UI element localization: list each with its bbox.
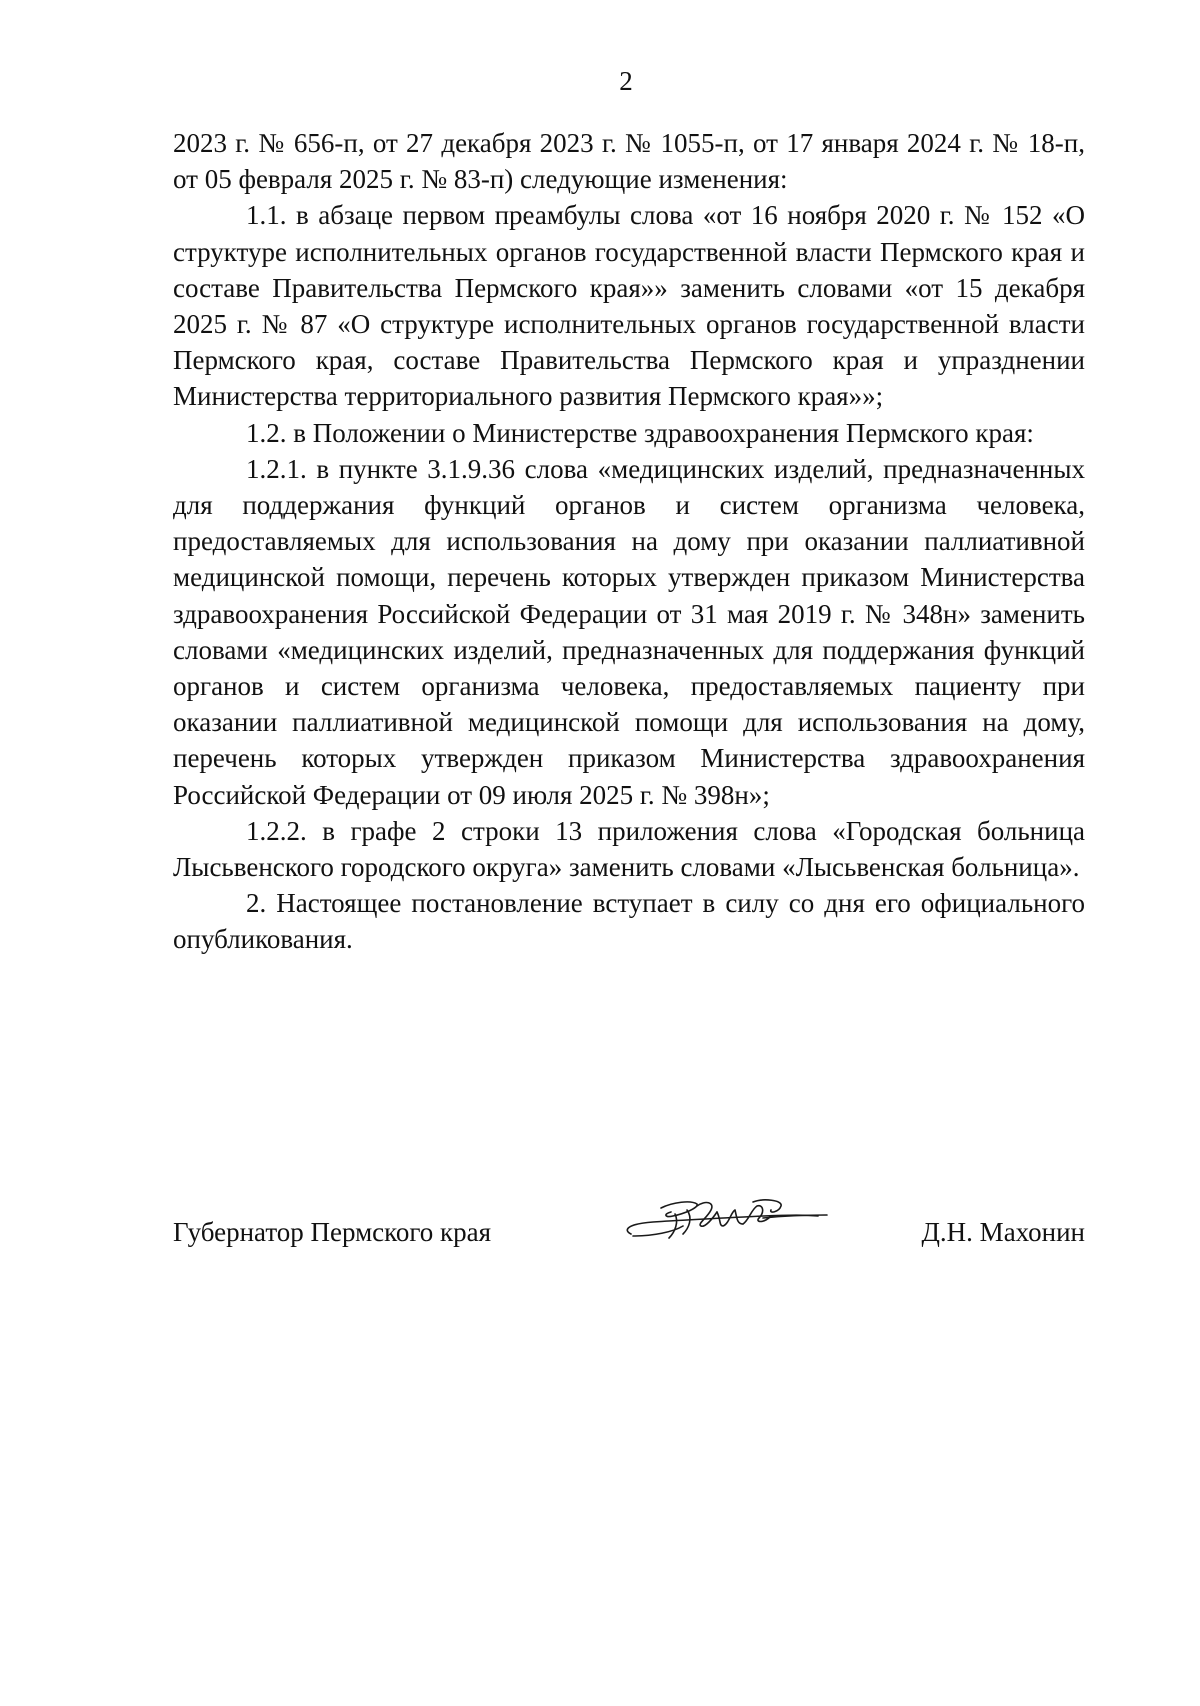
paragraph-item-1-2-1: 1.2.1. в пункте 3.1.9.36 слова «медицинских изделий, предназначенных для поддержания функций органов и систем организма человека, предоставляемых для использования на дому при оказании паллиативной медицинской помощи, перечень которых утвержден приказом Министерства здравоохранения Российской Федерации от 31 мая 2019 г. № 348н» заменить словами «медицинских изделий, предназначенных для поддержания функций органов и систем организма человека, предоставляемых пациенту при оказании паллиативной медицинской помощи для использования на дому, перечень которых утвержден приказом Министерства здравоохранения Российской Федерации от 09 июля 2025 г. № 398н»;	[173, 453, 1085, 810]
handwritten-signature-icon	[613, 1196, 843, 1256]
paragraph-continuation: 2023 г. № 656-п, от 27 декабря 2023 г. № 1055-п, от 17 января 2024 г. № 18-п, от 05 февраля 2025 г. № 83-п) следующие изменения:	[173, 128, 1085, 195]
document-body	[173, 125, 1085, 958]
paragraph-item-1-2-2: 1.2.2. в графе 2 строки 13 приложения слова «Городская больница Лысьвенского городского округа» заменить словами «Лысьвенская больница».	[173, 815, 1085, 883]
signature-block	[173, 1210, 1085, 1250]
paragraph-item-2: 2. Настоящее постановление вступает в силу со дня его официального опубликования.	[173, 888, 1085, 955]
paragraph-item-1-2: 1.2. в Положении о Министерстве здравоохранения Пермского края:	[246, 417, 1034, 448]
page-number: 2	[619, 66, 633, 96]
signatory-name: Д.Н. Махонин	[921, 1217, 1085, 1247]
paragraph-item-1-1: 1.1. в абзаце первом преамбулы слова «от 16 ноября 2020 г. № 152 «О структуре исполнительных органов государственной власти Пермского края и составе Правительства Пермского края»» заменить словами «от 15 декабря 2025 г. № 87 «О структуре исполнительных органов государственной власти Пермского края, составе Правительства Пермского края и упразднении Министерства территориального развития Пермского края»»;	[173, 200, 1085, 412]
signatory-position: Губернатор Пермского края	[173, 1217, 492, 1247]
